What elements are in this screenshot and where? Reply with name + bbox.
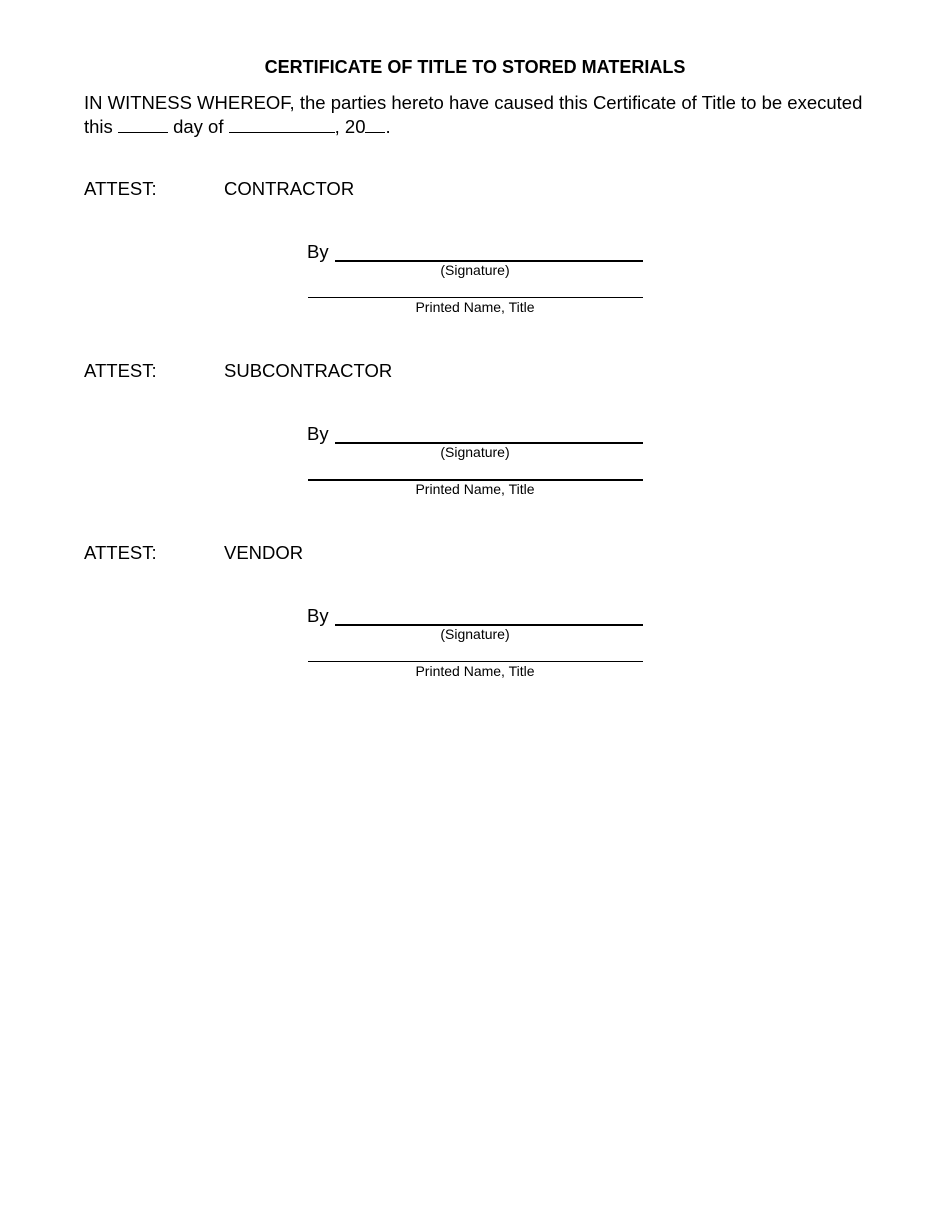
- attest-label: ATTEST:: [84, 542, 157, 563]
- witness-year-prefix: , 20: [334, 115, 366, 137]
- printed-name-line-vendor[interactable]: [308, 661, 643, 662]
- by-label: By: [307, 605, 329, 626]
- contractor-block: [0, 178, 950, 348]
- document-title: CERTIFICATE OF TITLE TO STORED MATERIALS: [264, 57, 686, 77]
- subcontractor-block: [0, 360, 950, 530]
- attest-label: ATTEST:: [84, 360, 157, 381]
- witness-day-of-text: day of: [173, 115, 224, 137]
- attest-label: ATTEST:: [84, 178, 157, 199]
- witness-this-text: this: [84, 115, 113, 137]
- by-label: By: [307, 423, 329, 444]
- printed-name-caption: Printed Name, Title: [415, 663, 535, 679]
- vendor-block: [0, 542, 950, 712]
- witness-end-text: .: [385, 115, 391, 137]
- witness-paragraph: [84, 92, 884, 138]
- witness-text-line1: IN WITNESS WHEREOF, the parties hereto have caused this Certificate of Title to be executed: [84, 92, 863, 113]
- month-blank[interactable]: [229, 115, 335, 133]
- printed-name-caption: Printed Name, Title: [415, 299, 535, 315]
- by-label: By: [307, 241, 329, 262]
- year-blank[interactable]: [365, 115, 385, 133]
- party-name-contractor: CONTRACTOR: [224, 178, 355, 199]
- party-name-subcontractor: SUBCONTRACTOR: [224, 360, 393, 381]
- day-blank[interactable]: [118, 115, 168, 133]
- party-name-vendor: VENDOR: [224, 542, 304, 563]
- signature-caption: (Signature): [440, 444, 510, 460]
- printed-name-line-contractor[interactable]: [308, 297, 643, 298]
- signature-caption: (Signature): [440, 626, 510, 642]
- signature-caption: (Signature): [440, 262, 510, 278]
- printed-name-caption: Printed Name, Title: [415, 481, 535, 497]
